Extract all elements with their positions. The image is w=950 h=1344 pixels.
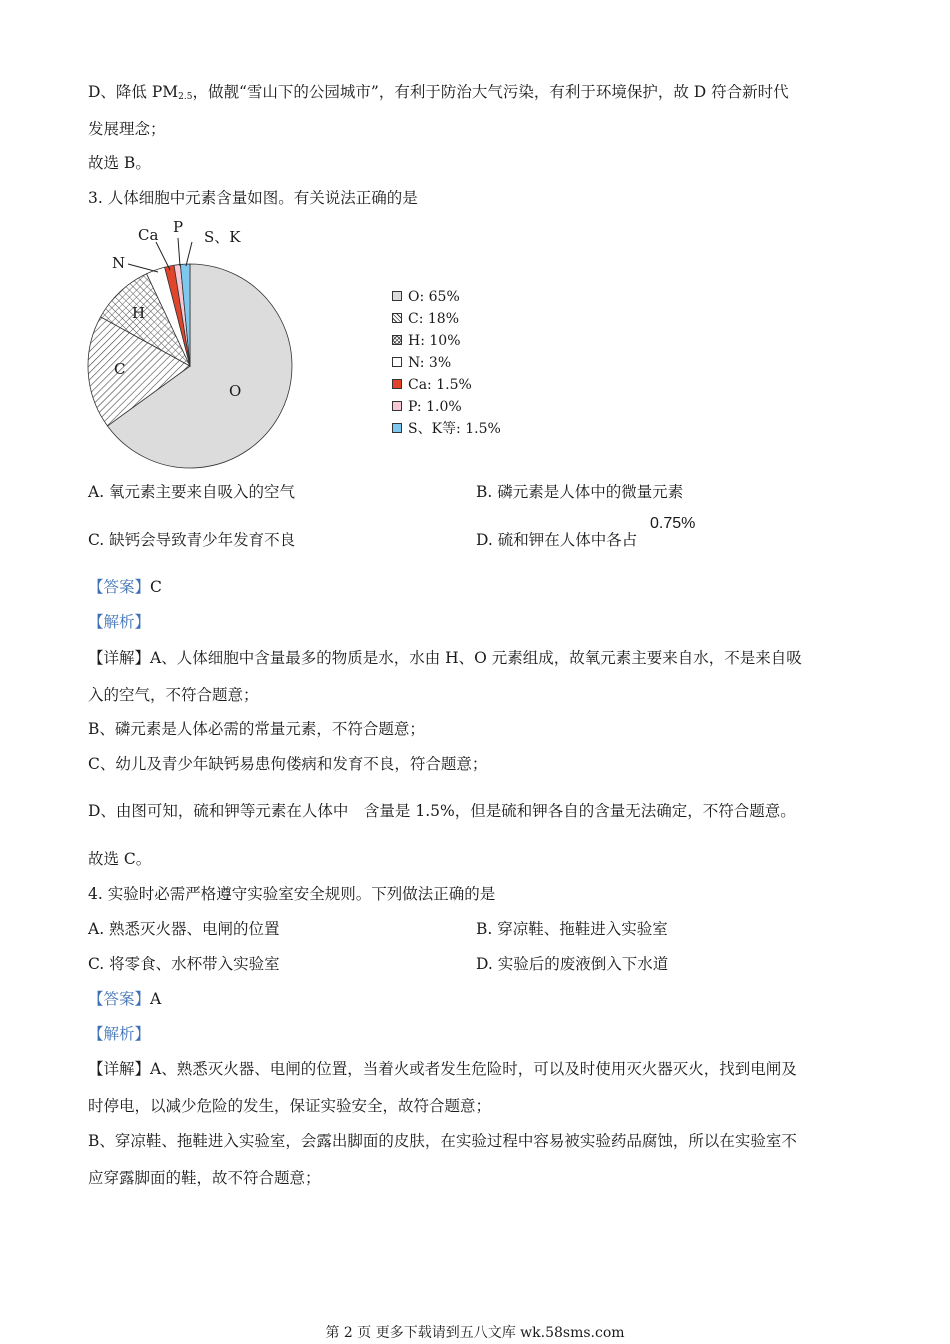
legend-label-ca: Ca: 1.5% <box>408 377 472 393</box>
n-leader-line <box>128 264 158 272</box>
q4-detail-tag: 【详解】 <box>88 1060 151 1078</box>
q3-detail-a-line1 <box>88 647 802 669</box>
legend-label-p: P: 1.0% <box>408 399 462 415</box>
q3-detail-d: D、由图可知，硫和钾等元素在人体中 含量是 1.5%，但是硫和钾各自的含量无法确定，不符合题意。 <box>88 802 796 820</box>
q3-analysis-tag: 【解析】 <box>88 613 151 631</box>
pie-label-sk: S、K <box>204 228 241 246</box>
legend-label-h: H: 10% <box>408 333 461 349</box>
q3-option-d: D. 硫和钾在人体中各占 <box>476 531 638 549</box>
q4-option-a: A. 熟悉灭火器、电闸的位置 <box>88 920 280 938</box>
q3-conclusion: 故选 C。 <box>88 850 152 868</box>
ca-leader-line <box>156 242 170 270</box>
q3-detail-a1-text: A、人体细胞中含量最多的物质是水，水由 H、O 元素组成，故氧元素主要来自水，不是来自吸 <box>150 649 802 667</box>
q4-answer <box>88 988 161 1010</box>
q4-option-d: D. 实验后的废液倒入下水道 <box>476 955 669 973</box>
legend-swatch-c <box>392 313 402 323</box>
pie-label-p: P <box>173 218 184 236</box>
pie-label-ca: Ca <box>138 226 159 244</box>
q4-detail-a1-text: A、熟悉灭火器、电闸的位置，当着火或者发生危险时，可以及时使用灭火器灭火，找到电闸及 <box>150 1060 797 1078</box>
legend-swatch-o <box>392 291 402 301</box>
legend-swatch-ca <box>392 379 402 389</box>
q4-detail-b-line2: 应穿露脚面的鞋，故不符合题意； <box>88 1169 321 1187</box>
prev-option-d-line1 <box>88 81 789 108</box>
q4-option-c: C. 将零食、水杯带入实验室 <box>88 955 280 973</box>
legend-swatch-n <box>392 357 402 367</box>
q3-option-b: B. 磷元素是人体中的微量元素 <box>476 483 684 501</box>
sk-leader-line <box>186 242 192 266</box>
q4-detail-a-line2: 时停电，以减少危险的发生，保证实验安全，故符合题意； <box>88 1097 492 1115</box>
q3-detail-a-line2: 入的空气，不符合题意； <box>88 686 259 704</box>
pm-subscript: 2.5 <box>178 92 193 102</box>
legend-label-n: N: 3% <box>408 355 452 371</box>
legend-label-sk: S、K等: 1.5% <box>408 421 501 437</box>
prev-conclusion: 故选 B。 <box>88 154 151 172</box>
pie-svg <box>80 212 320 472</box>
q4-detail-b-line1: B、穿凉鞋、拖鞋进入实验室，会露出脚面的皮肤，在实验过程中容易被实验药品腐蚀，所以在实验室不 <box>88 1132 797 1150</box>
q3-detail-b: B、磷元素是人体必需的常量元素，不符合题意； <box>88 720 425 738</box>
legend-swatch-p <box>392 401 402 411</box>
q3-option-c: C. 缺钙会导致青少年发育不良 <box>88 531 296 549</box>
legend-label-c: C: 18% <box>408 311 459 327</box>
q4-answer-value: A <box>150 990 162 1008</box>
prev-d-text-a: D、降低 PM <box>88 83 179 101</box>
prev-d-text-b: ，做靓“雪山下的公园城市”，有利于防治大气污染，有利于环境保护，故 D 符合新时代 <box>192 83 789 101</box>
q3-option-a: A. 氧元素主要来自吸入的空气 <box>88 483 296 501</box>
prev-option-d-line2: 发展理念； <box>88 120 166 138</box>
p-leader-line <box>178 238 180 266</box>
q4-stem: 4. 实验时必需严格遵守实验室安全规则。下列做法正确的是 <box>88 885 496 903</box>
q3-option-d-value: 0.75% <box>650 515 696 532</box>
legend-label-o: O: 65% <box>408 289 460 305</box>
q3-detail-c: C、幼儿及青少年缺钙易患佝偻病和发育不良，符合题意； <box>88 755 488 773</box>
legend-swatch-sk <box>392 423 402 433</box>
q3-detail-tag: 【详解】 <box>88 649 151 667</box>
element-pie-chart <box>80 212 501 472</box>
q4-analysis-tag: 【解析】 <box>88 1025 151 1043</box>
page-footer: 第 2 页 更多下载请到五八文库 wk.58sms.com <box>325 1325 625 1341</box>
pie-label-n: N <box>112 254 126 272</box>
pie-label-c: C <box>114 360 126 378</box>
q3-stem: 3. 人体细胞中元素含量如图。有关说法正确的是 <box>88 189 418 207</box>
pie-label-h: H <box>132 304 146 322</box>
legend-swatch-h <box>392 335 402 345</box>
pie-label-o: O <box>229 382 242 400</box>
q3-answer-value: C <box>150 578 162 596</box>
q4-answer-tag: 【答案】 <box>88 990 151 1008</box>
q3-answer <box>88 576 162 598</box>
q3-answer-tag: 【答案】 <box>88 578 151 596</box>
q4-detail-a-line1 <box>88 1058 797 1080</box>
q4-option-b: B. 穿凉鞋、拖鞋进入实验室 <box>476 920 668 938</box>
